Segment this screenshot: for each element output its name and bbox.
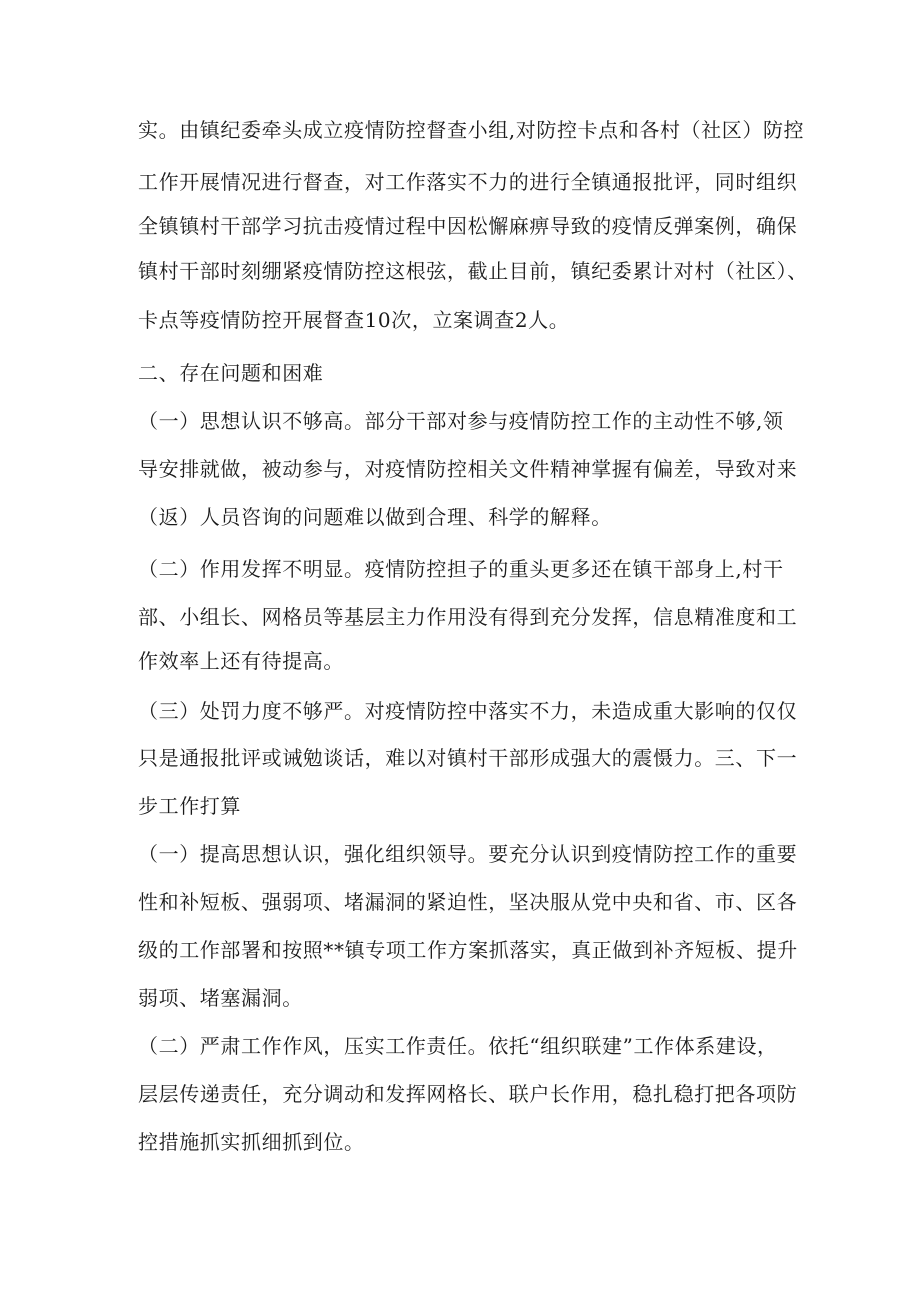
text-line: 作效率上还有待提高。 [138, 649, 344, 673]
text-line: （一）思想认识不够高。部分干部对参与疫情防控工作的主动性不够,领 [138, 409, 784, 433]
text-line: 导安排就做，被动参与，对疫情防控相关文件精神掌握有偏差，导致对来 [138, 457, 798, 481]
text-line: 级的工作部署和按照**镇专项工作方案抓落实，真正做到补齐短板、提升 [138, 938, 798, 962]
text-line: （三）处罚力度不够严。对疫情防控中落实不力，未造成重大影响的仅仅 [138, 699, 798, 723]
text-line: 全镇镇村干部学习抗击疫情过程中因松懈麻痹导致的疫情反弹案例，确保 [138, 214, 798, 238]
text-line: 工作开展情况进行督查，对工作落实不力的进行全镇通报批评，同时组织 [138, 170, 798, 194]
text-line: 实。由镇纪委牵头成立疫情防控督查小组,对防控卡点和各村（社区）防控 [138, 118, 805, 142]
text-line: 镇村干部时刻绷紧疫情防控这根弦，截止目前，镇纪委累计对村（社区）、 [138, 259, 808, 283]
text-line: 部、小组长、网格员等基层主力作用没有得到充分发挥，信息精准度和工 [138, 605, 798, 629]
text-line: 只是通报批评或诫勉谈话，难以对镇村干部形成强大的震慑力。三、下一 [138, 746, 798, 770]
text-line: （二）严肃工作作风，压实工作责任。依托“组织联建”工作体系建设， [138, 1034, 778, 1058]
text-line: 性和补短板、强弱项、堵漏洞的紧迫性，坚决服从党中央和省、市、区各 [138, 890, 798, 914]
text-line: （一）提高思想认识，强化组织领导。要充分认识到疫情防控工作的重要 [138, 842, 798, 866]
text-line: 控措施抓实抓细抓到位。 [138, 1130, 365, 1154]
text-line: （返）人员咨询的问题难以做到合理、科学的解释。 [138, 505, 612, 529]
text-line: 层层传递责任，充分调动和发挥网格长、联户长作用，稳扎稳打把各项防 [138, 1082, 798, 1106]
section-heading: 二、存在问题和困难 [138, 361, 324, 385]
text-line: 步工作打算 [138, 794, 241, 818]
text-line: 弱项、堵塞漏洞。 [138, 986, 303, 1010]
text-line: （二）作用发挥不明显。疫情防控担子的重头更多还在镇干部身上,村干 [138, 557, 784, 581]
text-line: 卡点等疫情防控开展督查10次，立案调查2人。 [138, 308, 570, 332]
